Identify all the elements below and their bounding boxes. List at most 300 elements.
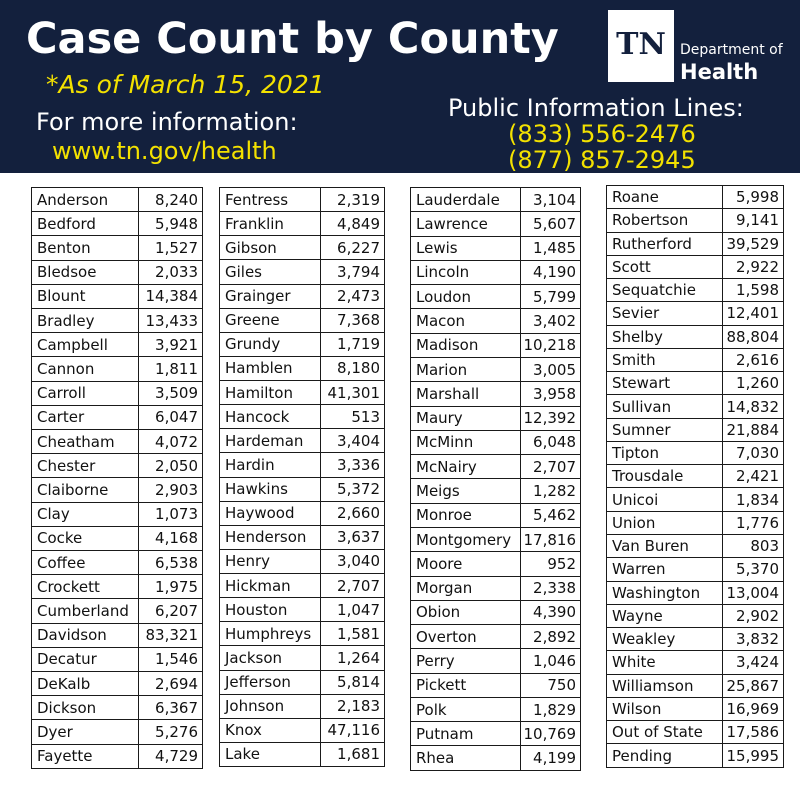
case-count: 1,047 (321, 598, 385, 622)
county-name: Out of State (607, 721, 723, 744)
table-row (411, 260, 581, 284)
case-count: 8,240 (139, 188, 203, 212)
table-row (607, 186, 784, 209)
table-row (220, 236, 385, 260)
case-count: 3,104 (521, 188, 581, 212)
county-name: Bradley (32, 309, 139, 333)
county-name: Stewart (607, 372, 723, 395)
case-count: 6,367 (139, 696, 203, 720)
case-count: 10,218 (521, 333, 581, 357)
table-row (32, 236, 203, 260)
case-count: 8,180 (321, 356, 385, 380)
case-count: 1,073 (139, 502, 203, 526)
table-row (607, 348, 784, 371)
case-count: 1,260 (723, 372, 784, 395)
county-name: Hickman (220, 574, 321, 598)
table-row (220, 308, 385, 332)
case-count: 1,264 (321, 646, 385, 670)
county-name: Cannon (32, 357, 139, 381)
county-table-column-4 (606, 185, 784, 768)
table-row (607, 232, 784, 255)
case-count: 2,707 (521, 455, 581, 479)
table-row (411, 503, 581, 527)
county-name: Cumberland (32, 599, 139, 623)
county-name: Obion (411, 600, 521, 624)
county-name: Jackson (220, 646, 321, 670)
table-row (32, 454, 203, 478)
case-count: 13,004 (723, 581, 784, 604)
county-name: Gibson (220, 236, 321, 260)
table-row (32, 551, 203, 575)
table-row (607, 441, 784, 464)
county-name: Washington (607, 581, 723, 604)
case-count: 5,948 (139, 212, 203, 236)
table-row (411, 527, 581, 551)
table-row (411, 455, 581, 479)
county-name: Lake (220, 742, 321, 766)
county-name: Fentress (220, 188, 321, 212)
county-name: Hardin (220, 453, 321, 477)
case-count: 1,811 (139, 357, 203, 381)
table-row (32, 599, 203, 623)
more-info-label: For more information: (36, 108, 298, 136)
case-count: 17,586 (723, 721, 784, 744)
case-count: 47,116 (321, 718, 385, 742)
table-row (607, 418, 784, 441)
county-name: Hawkins (220, 477, 321, 501)
table-row (220, 453, 385, 477)
county-name: Morgan (411, 576, 521, 600)
case-count: 2,183 (321, 694, 385, 718)
county-name: Haywood (220, 501, 321, 525)
table-row (220, 694, 385, 718)
county-name: Hancock (220, 405, 321, 429)
case-count: 16,969 (723, 697, 784, 720)
county-name: Trousdale (607, 465, 723, 488)
table-row (607, 279, 784, 302)
county-name: McMinn (411, 430, 521, 454)
case-count: 3,794 (321, 260, 385, 284)
case-count: 2,660 (321, 501, 385, 525)
case-count: 5,814 (321, 670, 385, 694)
logo-department-text: Department of (680, 42, 783, 58)
case-count: 6,207 (139, 599, 203, 623)
table-row (220, 622, 385, 646)
table-row (607, 511, 784, 534)
case-count: 83,321 (139, 623, 203, 647)
county-name: White (607, 651, 723, 674)
table-row (411, 625, 581, 649)
county-table-column-3 (410, 187, 581, 771)
case-count: 4,190 (521, 260, 581, 284)
county-name: Johnson (220, 694, 321, 718)
website-link[interactable]: www.tn.gov/health (52, 137, 277, 165)
case-count: 2,694 (139, 672, 203, 696)
logo-health-text: Health (680, 60, 759, 84)
case-count: 5,276 (139, 720, 203, 744)
table-row (220, 356, 385, 380)
county-name: Sevier (607, 302, 723, 325)
case-count: 2,033 (139, 260, 203, 284)
table-row (32, 623, 203, 647)
case-count: 88,804 (723, 325, 784, 348)
county-name: Coffee (32, 551, 139, 575)
tn-logo-box (608, 10, 674, 82)
case-count: 3,402 (521, 309, 581, 333)
table-row (32, 478, 203, 502)
case-count: 4,849 (321, 212, 385, 236)
table-row (411, 333, 581, 357)
table-row (411, 697, 581, 721)
table-row (607, 372, 784, 395)
table-row (220, 212, 385, 236)
case-count: 2,421 (723, 465, 784, 488)
case-count: 9,141 (723, 209, 784, 232)
department-of-health-logo (608, 10, 798, 85)
case-count: 1,975 (139, 575, 203, 599)
case-count: 1,046 (521, 649, 581, 673)
table-row (411, 746, 581, 771)
table-row (607, 255, 784, 278)
table-row (32, 672, 203, 696)
table-row (32, 333, 203, 357)
table-row (32, 212, 203, 236)
case-count: 4,729 (139, 744, 203, 768)
case-count: 1,719 (321, 332, 385, 356)
county-name: Montgomery (411, 527, 521, 551)
case-count: 1,282 (521, 479, 581, 503)
table-row (220, 260, 385, 284)
case-count: 2,902 (723, 604, 784, 627)
county-name: Hardeman (220, 429, 321, 453)
county-name: Putnam (411, 722, 521, 746)
table-row (32, 405, 203, 429)
case-count: 1,776 (723, 511, 784, 534)
table-row (411, 430, 581, 454)
case-count: 6,227 (321, 236, 385, 260)
case-count: 12,401 (723, 302, 784, 325)
county-name: Monroe (411, 503, 521, 527)
phone-number-2[interactable]: (877) 857-2945 (508, 146, 696, 174)
county-name: Knox (220, 718, 321, 742)
case-count: 4,390 (521, 600, 581, 624)
county-name: Grainger (220, 284, 321, 308)
table-row (220, 549, 385, 573)
table-row (607, 604, 784, 627)
phone-number-1[interactable]: (833) 556-2476 (508, 120, 696, 148)
case-count: 5,607 (521, 212, 581, 236)
table-row (411, 649, 581, 673)
county-name: Houston (220, 598, 321, 622)
county-name: Jefferson (220, 670, 321, 694)
table-row (607, 209, 784, 232)
case-count: 5,372 (321, 477, 385, 501)
county-name: Franklin (220, 212, 321, 236)
logo-abbr: TN (616, 27, 666, 62)
county-name: Meigs (411, 479, 521, 503)
table-row (607, 651, 784, 674)
case-count: 803 (723, 534, 784, 557)
case-count: 2,473 (321, 284, 385, 308)
header-banner (0, 0, 800, 173)
case-count: 3,958 (521, 382, 581, 406)
case-count: 12,392 (521, 406, 581, 430)
table-row (220, 670, 385, 694)
table-row (607, 534, 784, 557)
county-name: Blount (32, 284, 139, 308)
county-name: Cheatham (32, 430, 139, 454)
case-count: 5,370 (723, 558, 784, 581)
table-row (411, 357, 581, 381)
case-count: 10,769 (521, 722, 581, 746)
case-count: 3,336 (321, 453, 385, 477)
case-count: 1,485 (521, 236, 581, 260)
table-row (607, 674, 784, 697)
table-row (32, 381, 203, 405)
table-row (411, 673, 581, 697)
case-count: 3,404 (321, 429, 385, 453)
county-name: Anderson (32, 188, 139, 212)
table-row (220, 742, 385, 766)
case-count: 14,384 (139, 284, 203, 308)
table-row (607, 325, 784, 348)
county-name: Cocke (32, 526, 139, 550)
table-row (220, 405, 385, 429)
table-row (411, 722, 581, 746)
county-name: Williamson (607, 674, 723, 697)
table-row (32, 430, 203, 454)
case-count: 41,301 (321, 381, 385, 405)
county-name: Decatur (32, 647, 139, 671)
county-name: Rutherford (607, 232, 723, 255)
case-count: 2,319 (321, 188, 385, 212)
county-name: Lauderdale (411, 188, 521, 212)
case-count: 3,509 (139, 381, 203, 405)
table-row (220, 574, 385, 598)
case-count: 4,199 (521, 746, 581, 771)
case-count: 5,799 (521, 285, 581, 309)
table-row (32, 502, 203, 526)
table-row (32, 744, 203, 768)
table-row (220, 284, 385, 308)
table-row (607, 465, 784, 488)
case-count: 39,529 (723, 232, 784, 255)
county-name: Bledsoe (32, 260, 139, 284)
table-row (607, 744, 784, 768)
county-name: Van Buren (607, 534, 723, 557)
county-name: Marshall (411, 382, 521, 406)
table-row (607, 302, 784, 325)
county-name: Sullivan (607, 395, 723, 418)
case-count: 3,637 (321, 525, 385, 549)
table-row (32, 309, 203, 333)
county-name: Grundy (220, 332, 321, 356)
case-count: 2,050 (139, 454, 203, 478)
table-row (411, 576, 581, 600)
case-count: 2,892 (521, 625, 581, 649)
table-row (411, 212, 581, 236)
case-count: 1,527 (139, 236, 203, 260)
case-count: 1,681 (321, 742, 385, 766)
table-row (220, 525, 385, 549)
county-name: Davidson (32, 623, 139, 647)
county-name: Sequatchie (607, 279, 723, 302)
county-name: Clay (32, 502, 139, 526)
table-row (411, 600, 581, 624)
case-count: 6,538 (139, 551, 203, 575)
table-row (411, 382, 581, 406)
county-name: Moore (411, 552, 521, 576)
county-name: Polk (411, 697, 521, 721)
county-name: Fayette (32, 744, 139, 768)
county-name: Henderson (220, 525, 321, 549)
county-name: Robertson (607, 209, 723, 232)
county-name: Pickett (411, 673, 521, 697)
table-row (220, 501, 385, 525)
as-of-date: *As of March 15, 2021 (46, 70, 325, 99)
public-info-lines-title: Public Information Lines: (448, 94, 744, 122)
county-name: Sumner (607, 418, 723, 441)
county-name: Smith (607, 348, 723, 371)
table-row (220, 718, 385, 742)
county-name: Overton (411, 625, 521, 649)
case-count: 2,922 (723, 255, 784, 278)
table-row (411, 406, 581, 430)
case-count: 1,581 (321, 622, 385, 646)
case-count: 750 (521, 673, 581, 697)
table-row (220, 646, 385, 670)
county-name: Tipton (607, 441, 723, 464)
county-name: Hamilton (220, 381, 321, 405)
table-row (32, 647, 203, 671)
table-row (607, 628, 784, 651)
county-name: Maury (411, 406, 521, 430)
county-name: Henry (220, 549, 321, 573)
county-name: Marion (411, 357, 521, 381)
table-row (32, 526, 203, 550)
table-row (32, 357, 203, 381)
table-row (411, 188, 581, 212)
table-row (32, 575, 203, 599)
county-name: Benton (32, 236, 139, 260)
county-name: DeKalb (32, 672, 139, 696)
case-count: 2,338 (521, 576, 581, 600)
county-name: Warren (607, 558, 723, 581)
county-name: Claiborne (32, 478, 139, 502)
table-row (411, 285, 581, 309)
case-count: 13,433 (139, 309, 203, 333)
county-name: Dickson (32, 696, 139, 720)
county-name: Hamblen (220, 356, 321, 380)
table-row (220, 188, 385, 212)
case-count: 21,884 (723, 418, 784, 441)
county-name: Dyer (32, 720, 139, 744)
case-count: 4,168 (139, 526, 203, 550)
case-count: 15,995 (723, 744, 784, 768)
case-count: 7,368 (321, 308, 385, 332)
table-row (32, 696, 203, 720)
case-count: 4,072 (139, 430, 203, 454)
table-row (220, 381, 385, 405)
table-row (411, 309, 581, 333)
county-name: Chester (32, 454, 139, 478)
case-count: 2,707 (321, 574, 385, 598)
case-count: 3,040 (321, 549, 385, 573)
case-count: 3,005 (521, 357, 581, 381)
table-row (220, 477, 385, 501)
county-name: Loudon (411, 285, 521, 309)
case-count: 1,598 (723, 279, 784, 302)
county-name: Carroll (32, 381, 139, 405)
table-row (220, 429, 385, 453)
case-count: 513 (321, 405, 385, 429)
county-name: Macon (411, 309, 521, 333)
case-count: 2,616 (723, 348, 784, 371)
case-count: 6,048 (521, 430, 581, 454)
table-row (32, 720, 203, 744)
table-row (411, 479, 581, 503)
county-name: Bedford (32, 212, 139, 236)
page-title: Case Count by County (26, 14, 559, 64)
county-name: Pending (607, 744, 723, 768)
case-count: 17,816 (521, 527, 581, 551)
county-name: Weakley (607, 628, 723, 651)
county-name: Giles (220, 260, 321, 284)
county-name: Greene (220, 308, 321, 332)
county-table-column-2 (219, 187, 385, 767)
county-name: Perry (411, 649, 521, 673)
case-count: 5,462 (521, 503, 581, 527)
case-count: 14,832 (723, 395, 784, 418)
table-row (32, 188, 203, 212)
county-name: Carter (32, 405, 139, 429)
county-name: Humphreys (220, 622, 321, 646)
county-name: Madison (411, 333, 521, 357)
table-row (411, 236, 581, 260)
case-count: 7,030 (723, 441, 784, 464)
case-count: 1,829 (521, 697, 581, 721)
county-name: Lincoln (411, 260, 521, 284)
county-name: Lawrence (411, 212, 521, 236)
case-count: 1,834 (723, 488, 784, 511)
table-row (607, 697, 784, 720)
case-count: 3,921 (139, 333, 203, 357)
county-name: Union (607, 511, 723, 534)
table-row (32, 260, 203, 284)
county-name: Scott (607, 255, 723, 278)
case-count: 3,832 (723, 628, 784, 651)
county-name: Rhea (411, 746, 521, 771)
county-name: Wayne (607, 604, 723, 627)
county-name: Crockett (32, 575, 139, 599)
table-row (607, 581, 784, 604)
table-row (607, 395, 784, 418)
county-name: Campbell (32, 333, 139, 357)
table-row (607, 721, 784, 744)
case-count: 1,546 (139, 647, 203, 671)
table-row (411, 552, 581, 576)
table-row (220, 332, 385, 356)
case-count: 5,998 (723, 186, 784, 209)
table-row (607, 488, 784, 511)
case-count: 2,903 (139, 478, 203, 502)
table-row (220, 598, 385, 622)
case-count: 3,424 (723, 651, 784, 674)
county-name: Lewis (411, 236, 521, 260)
table-row (32, 284, 203, 308)
county-name: Roane (607, 186, 723, 209)
county-name: McNairy (411, 455, 521, 479)
